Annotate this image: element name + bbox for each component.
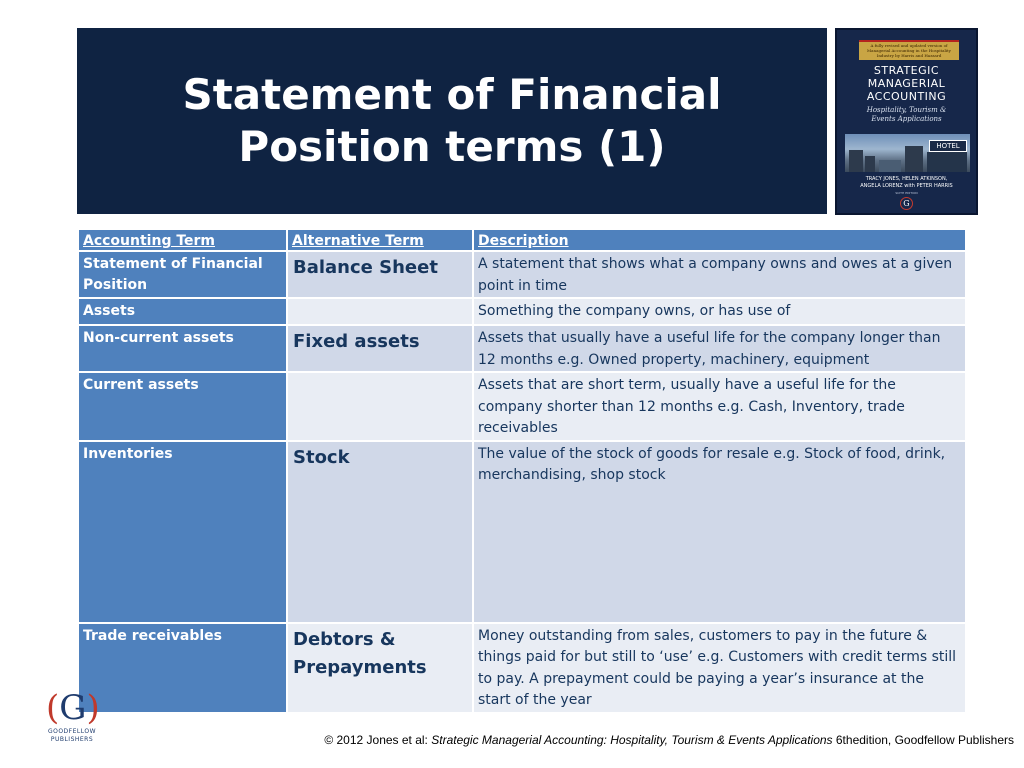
table-row [78,441,966,623]
footer-book-title: Strategic Managerial Accounting: Hospitality, Tourism & Events Applications [431,733,833,747]
book-cover-edition: SIXTH EDITION [895,191,918,195]
goodfellow-name: GOODFELLOW PUBLISHERS [47,728,97,743]
alt-term-cell: Stock [287,441,473,623]
alt-term-cell: Balance Sheet [287,251,473,298]
description-cell: A statement that shows what a company owns and owes at a given point in time [473,251,966,298]
slide-title: Statement of Financial Position terms (1) [182,70,722,171]
alt-term-cell: Debtors & Prepayments [287,623,473,713]
book-cover-subtitle: Hospitality, Tourism & Events Applications [866,106,947,123]
table-row [78,298,966,325]
header-description: Description [473,229,966,251]
book-blurb: A fully revised and updated version of Managerial Accounting in the Hospitality Industry by Harris and Hazzard [859,40,959,60]
table-row [78,251,966,298]
description-cell: Assets that usually have a useful life for the company longer than 12 months e.g. Owned property, machinery, equipment [473,325,966,372]
book-cover-image [835,28,978,215]
alt-term-cell [287,372,473,441]
book-cover-photo [845,134,970,172]
title-banner [77,28,827,214]
term-cell: Statement of Financial Position [78,251,287,298]
table-row [78,372,966,441]
table-row [78,623,966,713]
term-cell: Trade receivables [78,623,287,713]
book-cover-title: STRATEGIC MANAGERIAL ACCOUNTING [866,64,947,103]
header-alternative-term: Alternative Term [287,229,473,251]
alt-term-cell: Fixed assets [287,325,473,372]
description-cell: Something the company owns, or has use of [473,298,966,325]
term-cell: Non-current assets [78,325,287,372]
description-cell: The value of the stock of goods for resale e.g. Stock of food, drink, merchandising, shop stock [473,441,966,623]
description-cell: Assets that are short term, usually have a useful life for the company shorter than 12 months e.g. Cash, Inventory, trade receivables [473,372,966,441]
book-cover-authors: TRACY JONES, HELEN ATKINSON, ANGELA LORENZ with PETER HARRIS [860,176,953,189]
description-cell: Money outstanding from sales, customers to pay in the future & things paid for but still to ‘use’ e.g. Customers with credit terms still to pay. A prepayment could be paying a year’s insurance at the start of the year [473,623,966,713]
book-cover-hotel-sign: HOTEL [929,140,967,152]
goodfellow-g-mark: (G) [46,688,100,728]
goodfellow-logo [38,688,106,748]
term-cell: Inventories [78,441,287,623]
book-cover-logo: G [900,197,913,210]
footer-citation [324,733,1014,747]
table-row [78,325,966,372]
header-accounting-term: Accounting Term [78,229,287,251]
terms-table [77,228,967,714]
footer-suffix: 6thedition, Goodfellow Publishers [832,733,1014,747]
footer-prefix: © 2012 Jones et al: [324,733,432,747]
term-cell: Assets [78,298,287,325]
alt-term-cell [287,298,473,325]
table-header-row [78,229,966,251]
term-cell: Current assets [78,372,287,441]
